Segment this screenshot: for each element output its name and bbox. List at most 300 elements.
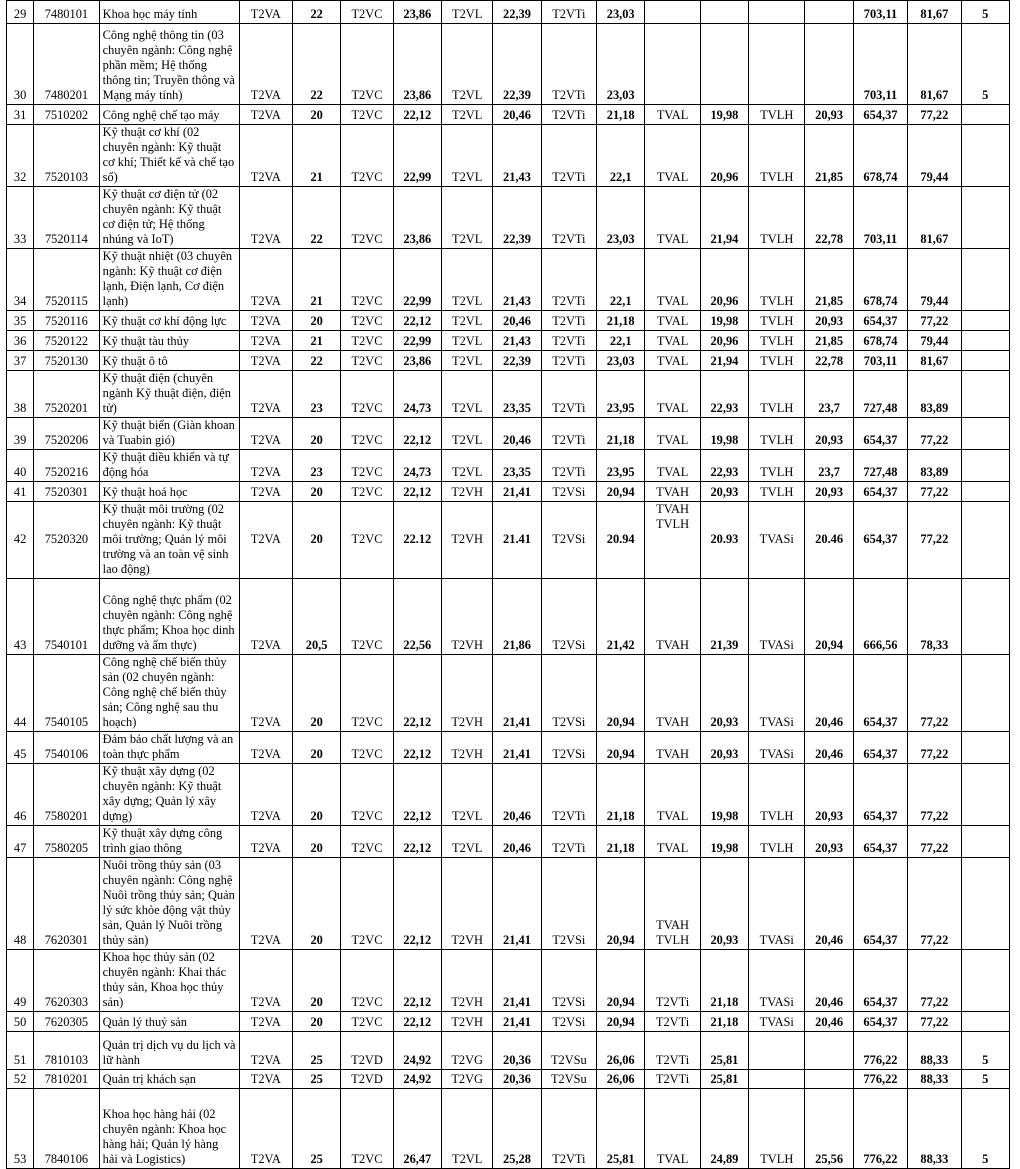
percent: 88,33 (908, 1070, 961, 1089)
combo-5: TVAL (645, 187, 700, 249)
combo-1: T2VA (239, 950, 292, 1012)
score-6: 21,85 (805, 125, 853, 187)
extra-points (961, 579, 1009, 655)
extra-points (961, 331, 1009, 351)
combo-5: TVAH (645, 732, 700, 764)
score-1: 23 (292, 371, 340, 418)
combo-4: T2VSi (541, 482, 596, 502)
percent: 77,22 (908, 105, 961, 125)
major-name: Khoa học thủy sản (02 chuyên ngành: Khai thác thủy sản, Khoa học thủy sản) (99, 950, 239, 1012)
percent: 78,33 (908, 579, 961, 655)
combo-2: T2VC (341, 418, 393, 450)
table-row (7, 450, 1010, 482)
combo-3: T2VL (441, 331, 492, 351)
combo-4: T2VSu (541, 1070, 596, 1089)
combo-6: TVASi (749, 732, 805, 764)
major-name: Kỹ thuật cơ điện tử (02 chuyên ngành: Kỹ thuật cơ điện tử; Hệ thống nhúng và IoT) (99, 187, 239, 249)
score-2: 22,56 (393, 579, 441, 655)
combo-5: T2VTi (645, 1070, 700, 1089)
row-number: 44 (7, 655, 34, 732)
major-name: Khoa học máy tính (99, 1, 239, 24)
combo-4: T2VSi (541, 579, 596, 655)
combo-5: TVAL (645, 331, 700, 351)
table-row (7, 311, 1010, 331)
row-number: 53 (7, 1089, 34, 1169)
score-4: 21,18 (597, 418, 645, 450)
score-1: 20,5 (292, 579, 340, 655)
total-points: 654,37 (853, 950, 907, 1012)
major-name: Công nghệ chế biến thủy sản (02 chuyên ngành: Công nghệ chế biến thủy sản; Công nghệ sau thu hoạch) (99, 655, 239, 732)
combo-5: TVAL (645, 450, 700, 482)
major-code: 7520320 (34, 502, 99, 579)
combo-5: TVAH TVLH (645, 502, 700, 579)
score-4: 23,03 (597, 1, 645, 24)
combo-3: T2VL (441, 311, 492, 331)
score-4: 23,03 (597, 351, 645, 371)
major-code: 7520201 (34, 371, 99, 418)
total-points: 654,37 (853, 655, 907, 732)
score-6: 20,46 (805, 655, 853, 732)
major-code: 7580205 (34, 826, 99, 858)
percent: 77,22 (908, 950, 961, 1012)
combo-6: TVLH (749, 418, 805, 450)
major-name: Quản lý thuỷ sản (99, 1012, 239, 1032)
score-3: 21,41 (493, 482, 541, 502)
major-name: Đảm bảo chất lượng và an toàn thực phẩm (99, 732, 239, 764)
combo-2: T2VC (341, 826, 393, 858)
total-points: 654,37 (853, 311, 907, 331)
score-1: 22 (292, 24, 340, 105)
score-5: 20,96 (700, 125, 748, 187)
major-code: 7520122 (34, 331, 99, 351)
score-3: 20,46 (493, 311, 541, 331)
combo-3: T2VL (441, 826, 492, 858)
score-1: 21 (292, 331, 340, 351)
major-name: Kỹ thuật cơ khí (02 chuyên ngành: Kỹ thuật cơ khí; Thiết kế và chế tạo số) (99, 125, 239, 187)
extra-points (961, 249, 1009, 311)
percent: 79,44 (908, 249, 961, 311)
table-row (7, 24, 1010, 105)
combo-1: T2VA (239, 351, 292, 371)
percent: 77,22 (908, 418, 961, 450)
major-name: Kỹ thuật ô tô (99, 351, 239, 371)
combo-6: TVLH (749, 249, 805, 311)
combo-1: T2VA (239, 371, 292, 418)
combo-2: T2VC (341, 1089, 393, 1169)
row-number: 48 (7, 858, 34, 950)
combo-3: T2VL (441, 764, 492, 826)
combo-2: T2VC (341, 732, 393, 764)
combo-3: T2VH (441, 732, 492, 764)
combo-3: T2VL (441, 249, 492, 311)
combo-3: T2VL (441, 1, 492, 24)
score-2: 23,86 (393, 1, 441, 24)
score-1: 22 (292, 187, 340, 249)
table-row (7, 249, 1010, 311)
major-code: 7480201 (34, 24, 99, 105)
percent: 88,33 (908, 1032, 961, 1070)
score-6: 20,46 (805, 1012, 853, 1032)
combo-1: T2VA (239, 764, 292, 826)
combo-2: T2VC (341, 502, 393, 579)
total-points: 654,37 (853, 826, 907, 858)
combo-2: T2VC (341, 858, 393, 950)
total-points: 703,11 (853, 187, 907, 249)
combo-4: T2VSi (541, 1012, 596, 1032)
score-1: 20 (292, 732, 340, 764)
combo-5: TVAL (645, 125, 700, 187)
combo-6: TVASi (749, 858, 805, 950)
score-2: 22,99 (393, 125, 441, 187)
score-6: 21,85 (805, 331, 853, 351)
combo-2: T2VC (341, 311, 393, 331)
score-5: 19,98 (700, 418, 748, 450)
row-number: 34 (7, 249, 34, 311)
combo-5: TVAH TVLH (645, 858, 700, 950)
score-3: 21,41 (493, 732, 541, 764)
score-4: 26,06 (597, 1070, 645, 1089)
score-3: 21,43 (493, 125, 541, 187)
extra-points (961, 950, 1009, 1012)
score-2: 22,12 (393, 655, 441, 732)
total-points: 727,48 (853, 450, 907, 482)
score-4: 22,1 (597, 125, 645, 187)
score-6 (805, 24, 853, 105)
combo-1: T2VA (239, 1089, 292, 1169)
combo-1: T2VA (239, 1, 292, 24)
major-name: Công nghệ chế tạo máy (99, 105, 239, 125)
table-row (7, 331, 1010, 351)
table-row (7, 1070, 1010, 1089)
combo-2: T2VC (341, 655, 393, 732)
score-3: 20,46 (493, 826, 541, 858)
combo-3: T2VH (441, 950, 492, 1012)
combo-1: T2VA (239, 187, 292, 249)
total-points: 678,74 (853, 125, 907, 187)
score-6: 20,46 (805, 732, 853, 764)
combo-2: T2VC (341, 331, 393, 351)
combo-5: TVAL (645, 371, 700, 418)
combo-6: TVLH (749, 311, 805, 331)
total-points: 654,37 (853, 105, 907, 125)
major-name: Kỹ thuật nhiệt (03 chuyên ngành: Kỹ thuật cơ điện lạnh, Điện lạnh, Cơ điện lạnh) (99, 249, 239, 311)
combo-6: TVASi (749, 502, 805, 579)
combo-4: T2VTi (541, 826, 596, 858)
major-name: Kỹ thuật xây dựng công trình giao thông (99, 826, 239, 858)
admission-scores-table (6, 0, 1010, 1169)
combo-2: T2VC (341, 371, 393, 418)
combo-2: T2VC (341, 950, 393, 1012)
score-3: 25,28 (493, 1089, 541, 1169)
combo-3: T2VH (441, 482, 492, 502)
combo-4: T2VTi (541, 450, 596, 482)
combo-4: T2VTi (541, 418, 596, 450)
percent: 81,67 (908, 351, 961, 371)
percent: 77,22 (908, 502, 961, 579)
combo-2: T2VD (341, 1032, 393, 1070)
score-3: 23,35 (493, 450, 541, 482)
major-name: Kỹ thuật điều khiển và tự động hóa (99, 450, 239, 482)
row-number: 38 (7, 371, 34, 418)
table-row (7, 351, 1010, 371)
score-5: 20,93 (700, 732, 748, 764)
score-3: 22,39 (493, 1, 541, 24)
major-name: Nuôi trồng thủy sản (03 chuyên ngành: Công nghệ Nuôi trồng thủy sản; Quản lý sức khỏe động vật thủy sản, Quản lý Nuôi trồng thủy sản) (99, 858, 239, 950)
table-row (7, 579, 1010, 655)
total-points: 654,37 (853, 1012, 907, 1032)
major-name: Công nghệ thực phẩm (02 chuyên ngành: Công nghệ thực phẩm; Khoa học dinh dưỡng và ẩm thực) (99, 579, 239, 655)
combo-1: T2VA (239, 1032, 292, 1070)
combo-6: TVLH (749, 482, 805, 502)
combo-5 (645, 24, 700, 105)
combo-4: T2VSi (541, 655, 596, 732)
combo-2: T2VC (341, 24, 393, 105)
combo-6: TVLH (749, 1089, 805, 1169)
total-points: 666,56 (853, 579, 907, 655)
score-3: 20,46 (493, 105, 541, 125)
extra-points: 5 (961, 24, 1009, 105)
score-1: 21 (292, 125, 340, 187)
combo-5: TVAL (645, 1089, 700, 1169)
score-4: 20,94 (597, 482, 645, 502)
table-body (7, 1, 1010, 1169)
percent: 77,22 (908, 826, 961, 858)
combo-4: T2VTi (541, 764, 596, 826)
table-row (7, 764, 1010, 826)
combo-6 (749, 1070, 805, 1089)
score-2: 22,12 (393, 764, 441, 826)
major-code: 7810103 (34, 1032, 99, 1070)
score-2: 22,99 (393, 331, 441, 351)
score-4: 21,18 (597, 764, 645, 826)
score-6: 20.46 (805, 502, 853, 579)
score-4: 22,1 (597, 331, 645, 351)
score-3: 20,36 (493, 1070, 541, 1089)
score-5: 20,93 (700, 482, 748, 502)
table-row (7, 482, 1010, 502)
score-1: 25 (292, 1070, 340, 1089)
percent: 77,22 (908, 311, 961, 331)
score-4: 21,18 (597, 311, 645, 331)
percent: 77,22 (908, 655, 961, 732)
score-2: 22,12 (393, 950, 441, 1012)
combo-5: TVAL (645, 351, 700, 371)
total-points: 654,37 (853, 418, 907, 450)
score-6 (805, 1070, 853, 1089)
major-name: Công nghệ thông tin (03 chuyên ngành: Công nghệ phần mềm; Hệ thống thông tin; Truyền thông và Mạng máy tính) (99, 24, 239, 105)
score-6: 22,78 (805, 187, 853, 249)
score-5: 24,89 (700, 1089, 748, 1169)
combo-4: T2VSu (541, 1032, 596, 1070)
combo-6: TVLH (749, 187, 805, 249)
score-1: 20 (292, 311, 340, 331)
total-points: 776,22 (853, 1070, 907, 1089)
combo-1: T2VA (239, 418, 292, 450)
score-4: 20,94 (597, 950, 645, 1012)
score-2: 22,12 (393, 105, 441, 125)
major-name: Kỹ thuật xây dựng (02 chuyên ngành: Kỹ thuật xây dựng; Quản lý xây dựng) (99, 764, 239, 826)
score-4: 23,95 (597, 450, 645, 482)
score-6: 23,7 (805, 450, 853, 482)
score-6 (805, 1, 853, 24)
major-name: Kỹ thuật cơ khí động lực (99, 311, 239, 331)
combo-5: TVAL (645, 311, 700, 331)
major-code: 7520130 (34, 351, 99, 371)
combo-1: T2VA (239, 105, 292, 125)
percent: 83,89 (908, 371, 961, 418)
score-4: 20,94 (597, 732, 645, 764)
major-code: 7840106 (34, 1089, 99, 1169)
major-code: 7540105 (34, 655, 99, 732)
combo-3: T2VL (441, 371, 492, 418)
extra-points (961, 732, 1009, 764)
extra-points (961, 1012, 1009, 1032)
combo-5: TVAH (645, 655, 700, 732)
total-points: 678,74 (853, 249, 907, 311)
combo-3: T2VG (441, 1070, 492, 1089)
score-1: 20 (292, 502, 340, 579)
score-6: 20,94 (805, 579, 853, 655)
score-1: 20 (292, 482, 340, 502)
score-3: 21.41 (493, 502, 541, 579)
combo-3: T2VH (441, 502, 492, 579)
major-code: 7520114 (34, 187, 99, 249)
score-5 (700, 24, 748, 105)
combo-6: TVASi (749, 1012, 805, 1032)
major-code: 7520115 (34, 249, 99, 311)
score-6: 20,93 (805, 105, 853, 125)
score-5: 25,81 (700, 1070, 748, 1089)
total-points: 654,37 (853, 732, 907, 764)
score-1: 20 (292, 858, 340, 950)
score-4: 20,94 (597, 1012, 645, 1032)
score-2: 22,12 (393, 311, 441, 331)
row-number: 35 (7, 311, 34, 331)
score-2: 24,73 (393, 371, 441, 418)
row-number: 32 (7, 125, 34, 187)
score-1: 25 (292, 1089, 340, 1169)
combo-2: T2VC (341, 351, 393, 371)
score-1: 20 (292, 1012, 340, 1032)
row-number: 33 (7, 187, 34, 249)
percent: 81,67 (908, 24, 961, 105)
score-2: 24,92 (393, 1032, 441, 1070)
score-2: 22,12 (393, 482, 441, 502)
combo-1: T2VA (239, 125, 292, 187)
total-points: 703,11 (853, 24, 907, 105)
score-5: 19,98 (700, 105, 748, 125)
combo-2: T2VC (341, 764, 393, 826)
combo-6: TVLH (749, 764, 805, 826)
percent: 77,22 (908, 732, 961, 764)
combo-5: TVAL (645, 418, 700, 450)
score-6: 20,93 (805, 482, 853, 502)
combo-1: T2VA (239, 1070, 292, 1089)
score-4: 21,42 (597, 579, 645, 655)
score-4: 21,18 (597, 105, 645, 125)
combo-5 (645, 1, 700, 24)
score-2: 23,86 (393, 24, 441, 105)
percent: 83,89 (908, 450, 961, 482)
row-number: 51 (7, 1032, 34, 1070)
extra-points (961, 858, 1009, 950)
percent: 77,22 (908, 858, 961, 950)
combo-5: TVAH (645, 482, 700, 502)
score-1: 23 (292, 450, 340, 482)
score-3: 20,46 (493, 764, 541, 826)
combo-3: T2VL (441, 187, 492, 249)
total-points: 654,37 (853, 482, 907, 502)
combo-1: T2VA (239, 826, 292, 858)
combo-6: TVLH (749, 371, 805, 418)
score-2: 22,12 (393, 826, 441, 858)
combo-4: T2VTi (541, 187, 596, 249)
combo-1: T2VA (239, 331, 292, 351)
combo-6: TVLH (749, 450, 805, 482)
combo-4: T2VTi (541, 331, 596, 351)
score-2: 22.12 (393, 502, 441, 579)
major-code: 7540106 (34, 732, 99, 764)
combo-2: T2VC (341, 579, 393, 655)
percent: 81,67 (908, 1, 961, 24)
major-code: 7540101 (34, 579, 99, 655)
combo-6 (749, 1032, 805, 1070)
row-number: 46 (7, 764, 34, 826)
score-5: 25,81 (700, 1032, 748, 1070)
score-4: 21,18 (597, 826, 645, 858)
table-row (7, 1, 1010, 24)
table-row (7, 125, 1010, 187)
score-4: 25,81 (597, 1089, 645, 1169)
score-3: 22,39 (493, 187, 541, 249)
combo-6: TVLH (749, 331, 805, 351)
combo-4: T2VTi (541, 105, 596, 125)
extra-points (961, 351, 1009, 371)
combo-6: TVLH (749, 125, 805, 187)
table-row (7, 858, 1010, 950)
total-points: 654,37 (853, 858, 907, 950)
combo-1: T2VA (239, 655, 292, 732)
combo-1: T2VA (239, 311, 292, 331)
score-5: 21,18 (700, 1012, 748, 1032)
major-code: 7520301 (34, 482, 99, 502)
extra-points (961, 418, 1009, 450)
combo-4: T2VTi (541, 351, 596, 371)
combo-3: T2VH (441, 858, 492, 950)
percent: 77,22 (908, 764, 961, 826)
major-name: Kỹ thuật môi trường (02 chuyên ngành: Kỹ thuật môi trường; Quản lý môi trường và an toàn vệ sinh lao động) (99, 502, 239, 579)
score-3: 20,46 (493, 418, 541, 450)
score-6: 25,56 (805, 1089, 853, 1169)
total-points: 727,48 (853, 371, 907, 418)
score-3: 21,41 (493, 655, 541, 732)
extra-points (961, 187, 1009, 249)
score-5: 20,96 (700, 331, 748, 351)
percent: 81,67 (908, 187, 961, 249)
major-code: 7520216 (34, 450, 99, 482)
combo-3: T2VL (441, 418, 492, 450)
score-6: 21,85 (805, 249, 853, 311)
score-4: 20,94 (597, 655, 645, 732)
score-2: 22,12 (393, 732, 441, 764)
major-code: 7620301 (34, 858, 99, 950)
score-2: 24,73 (393, 450, 441, 482)
score-3: 22,39 (493, 351, 541, 371)
score-6: 20,46 (805, 950, 853, 1012)
score-4: 22,1 (597, 249, 645, 311)
combo-1: T2VA (239, 1012, 292, 1032)
score-5: 22,93 (700, 450, 748, 482)
